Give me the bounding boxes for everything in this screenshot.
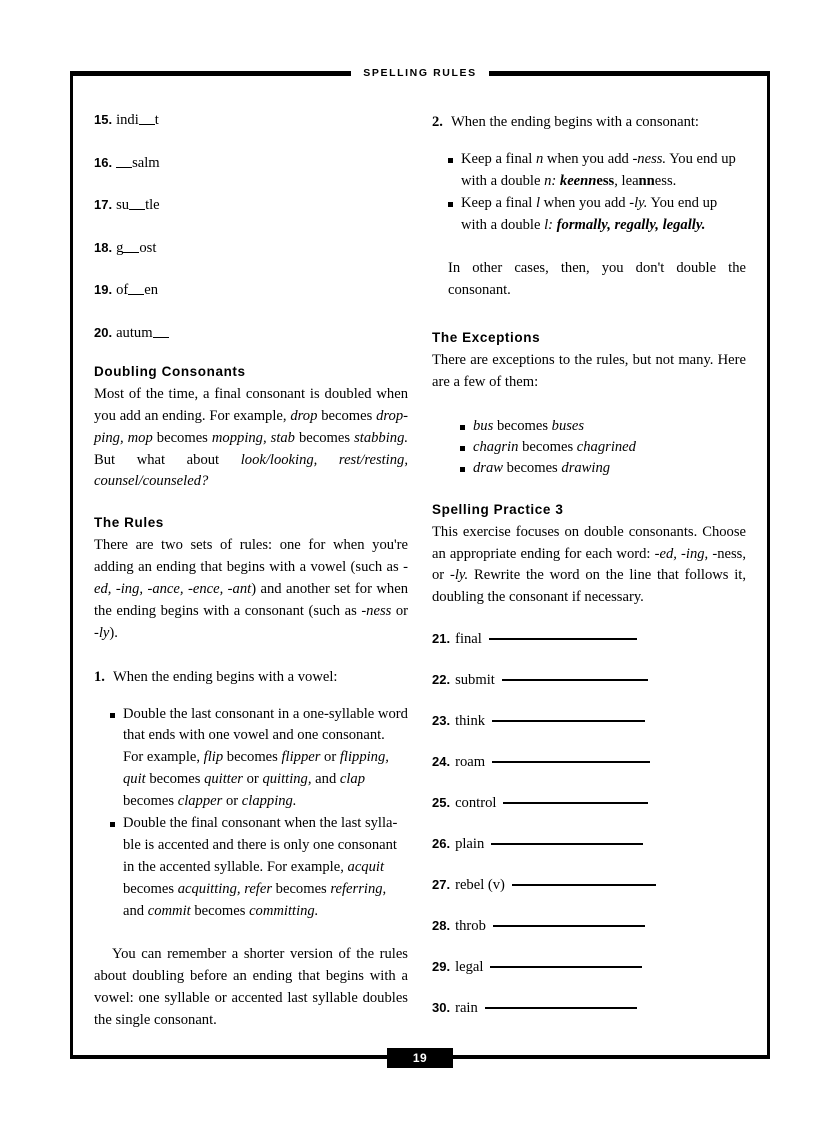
list-item [94, 240, 408, 258]
rule-one-text: When the ending begins with a vowel: [112, 668, 338, 685]
exception-result: chagrined [576, 439, 636, 456]
the-rules-paragraph: There are two sets of rules: one for when you're adding an ending that begins with a vowel (such as -ed, -ing, -ance, -ence, -ant) and another set for when the ending begins with a consonant (such as -ness or -ly). [94, 537, 409, 641]
item-word-before: of [116, 282, 129, 298]
list-item: Double the final consonant when the last syllable is accented and there is only one consonant in the accented syllable. For example, acquit becomes acquitting, refer becomes referring, and commit becomes committing. [110, 813, 408, 922]
item-number: 15. [94, 112, 113, 127]
list-item [94, 112, 408, 130]
item-number: 20. [94, 324, 113, 340]
list-item [460, 437, 746, 458]
item-word: final [455, 631, 482, 648]
item-number: 25. [432, 795, 451, 811]
right-column [432, 112, 746, 1017]
rule-two [432, 112, 746, 134]
rule-one-number: 1. [94, 668, 105, 685]
table-row [432, 877, 746, 894]
list-item: Keep a final l when you add -ly. You end up with a double l: formally, regally, legally. [448, 193, 746, 237]
answer-line[interactable] [503, 802, 648, 804]
list-item: Keep a final n when you add -ness. You end up with a double n: keenness, leanness. [448, 149, 746, 193]
page-footer [70, 1046, 770, 1070]
answer-line[interactable] [492, 761, 650, 763]
rule-two-closing-paragraph: In other cases, then, you don't double the consonant. [448, 260, 746, 299]
table-row [432, 713, 746, 730]
table-row [432, 631, 746, 648]
running-head-rule-left [70, 71, 351, 75]
item-number: 17. [94, 197, 113, 212]
item-number: 24. [432, 754, 451, 770]
item-word: submit [455, 672, 495, 689]
section-heading-the-exceptions: The Exceptions [432, 330, 541, 346]
list-item: Double the last consonant in a one-syllable word that ends with one vowel and one consonant. For example, flip becomes flipper or flipping, quit becomes quitter or quitting, and clap becomes clapper or clapping. [110, 704, 408, 813]
exception-result: drawing [561, 460, 611, 477]
item-word-before: su [116, 197, 130, 213]
answer-line[interactable] [493, 925, 645, 927]
running-head-title: SPELLING RULES [351, 68, 488, 79]
item-word: roam [455, 754, 486, 771]
answer-line[interactable] [485, 1007, 637, 1009]
list-item [460, 458, 746, 479]
item-word-before: indi [116, 112, 139, 128]
exception-result: buses [551, 417, 585, 434]
table-row [432, 672, 746, 689]
left-column [94, 112, 408, 1032]
folio-rule-left [70, 1057, 387, 1059]
list-item [94, 325, 408, 343]
item-number: 18. [94, 239, 113, 255]
item-word: legal [455, 959, 484, 976]
item-word-before: g [116, 239, 124, 256]
running-head-rule-right [489, 71, 770, 75]
item-word: plain [455, 836, 485, 853]
rule-one-bullet-list [94, 704, 408, 923]
rule-one [94, 667, 408, 689]
section-heading-the-rules: The Rules [94, 515, 164, 531]
exception-word: chagrin [473, 439, 519, 456]
item-number: 22. [432, 672, 451, 688]
item-word: rebel (v) [455, 877, 505, 894]
item-number: 23. [432, 713, 451, 729]
item-number: 30. [432, 1000, 451, 1016]
answer-line[interactable] [492, 720, 645, 722]
list-item [460, 416, 746, 437]
rules-closing-paragraph: You can remember a shorter version of the rules about doubling before an ending that begins with a vowel: one syllable or accented last syllable doubles the single consonant. [94, 946, 408, 1029]
item-number: 28. [432, 918, 451, 934]
item-number: 27. [432, 877, 451, 893]
answer-blank[interactable] [129, 209, 145, 210]
answer-blank[interactable] [123, 252, 139, 253]
exceptions-bullet-list [432, 416, 746, 480]
answer-blank[interactable] [128, 294, 144, 295]
item-word-after: t [154, 112, 159, 128]
page-number-badge: 19 [387, 1048, 453, 1068]
item-number: 16. [94, 154, 113, 170]
the-exceptions-paragraph: There are exceptions to the rules, but not many. Here are a few of them: [432, 352, 746, 390]
list-item [94, 155, 408, 173]
exception-verb: becomes [496, 417, 548, 434]
item-word: think [455, 713, 486, 730]
list-item [94, 197, 408, 215]
item-word-after: ost [139, 239, 157, 256]
item-number: 19. [94, 282, 113, 297]
section-heading-spelling-practice: Spelling Practice 3 [432, 501, 564, 517]
running-head [70, 60, 770, 86]
doubling-consonants-paragraph: Most of the time, a final consonant is doubled when you add an ending. For example, drop becomes dropping, mop becomes mopping, stab becomes stabbing. But what about look/looking, rest/resting, counsel/counseled? [94, 385, 409, 490]
rule-two-number: 2. [432, 114, 443, 130]
spelling-practice-item-list [432, 631, 746, 1017]
exception-word: bus [473, 417, 494, 434]
exception-verb: becomes [522, 439, 574, 456]
exception-verb: becomes [506, 460, 558, 477]
exception-word: draw [473, 460, 504, 477]
item-word: control [455, 795, 497, 812]
table-row [432, 959, 746, 976]
rule-two-text: When the ending begins with a consonant: [450, 114, 699, 130]
answer-line[interactable] [490, 966, 642, 968]
item-number: 26. [432, 836, 451, 852]
section-heading-doubling-consonants: Doubling Consonants [94, 364, 246, 379]
answer-line[interactable] [491, 843, 643, 845]
answer-blank[interactable] [139, 124, 155, 125]
item-number: 29. [432, 959, 451, 975]
item-word-after: en [144, 282, 159, 298]
item-number: 21. [432, 631, 451, 647]
item-word-before: autum [116, 324, 153, 341]
table-row [432, 795, 746, 812]
table-row [432, 754, 746, 771]
table-row [432, 836, 746, 853]
table-row [432, 918, 746, 935]
list-item [94, 282, 408, 300]
item-word: rain [455, 1000, 478, 1017]
answer-line[interactable] [512, 884, 656, 886]
item-word-after: tle [145, 197, 160, 213]
fill-in-the-blank-list [94, 112, 408, 342]
item-word-after: salm [132, 154, 160, 171]
rule-two-bullet-list [432, 149, 746, 237]
answer-blank[interactable] [116, 167, 132, 168]
table-row [432, 1000, 746, 1017]
answer-blank[interactable] [153, 337, 169, 338]
two-column-body [94, 112, 746, 1032]
folio-rule-right [453, 1057, 770, 1059]
answer-line[interactable] [502, 679, 648, 681]
spelling-practice-instructions: This exercise focuses on double consonants. Choose an appropriate ending for each word: -ed, -ing, -ness, or -ly. Rewrite the word on the line that follows it, doubling the consonant if necessary. [432, 523, 746, 606]
answer-line[interactable] [489, 638, 637, 640]
item-word: throb [455, 918, 486, 935]
